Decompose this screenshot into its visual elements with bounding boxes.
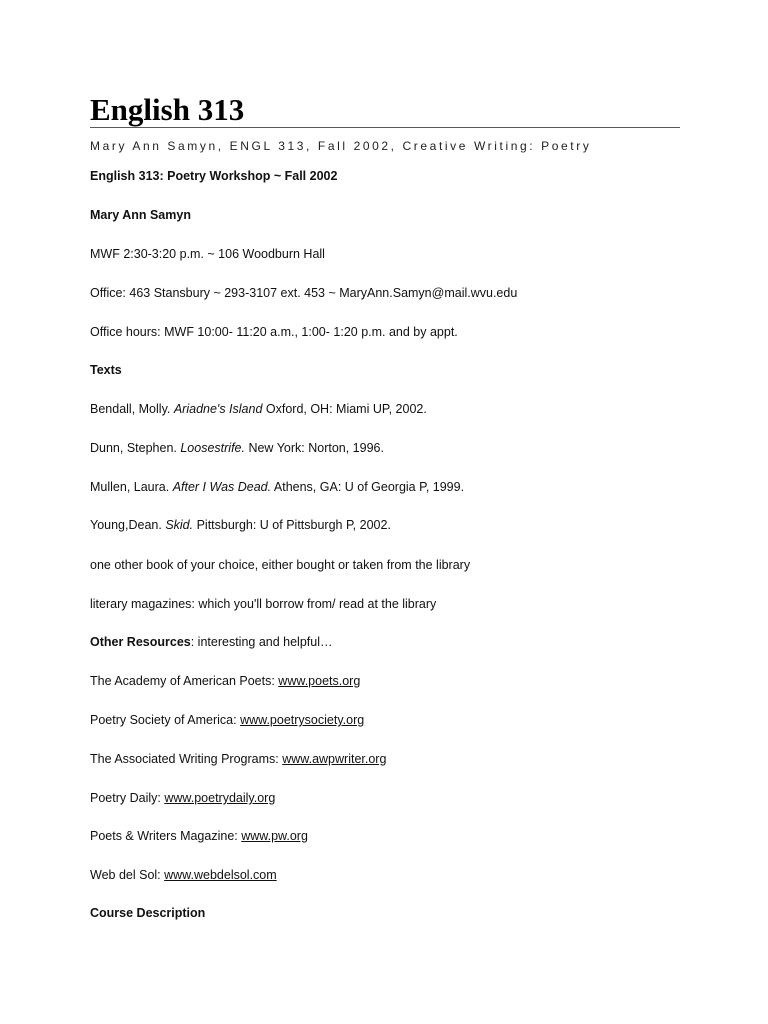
magazines-note: literary magazines: which you'll borrow from/ read at the library — [90, 597, 437, 611]
resource-label: Poetry Daily: — [90, 791, 165, 805]
resource-item — [90, 712, 364, 728]
text-title: After I Was Dead. — [172, 480, 272, 494]
resources-tagline: : interesting and helpful… — [190, 635, 333, 649]
instructor-name: Mary Ann Samyn — [90, 208, 191, 222]
resource-link[interactable]: www.poetrydaily.org — [164, 791, 276, 805]
page-title: English 313 — [90, 92, 245, 127]
texts-heading: Texts — [90, 363, 122, 377]
course-heading: English 313: Poetry Workshop ~ Fall 2002 — [90, 169, 338, 183]
resource-item — [90, 828, 308, 844]
resource-item — [90, 790, 275, 806]
resource-label: The Academy of American Poets: — [90, 674, 279, 688]
resource-item — [90, 867, 277, 883]
resources-heading-line — [90, 634, 333, 650]
text-publication: Pittsburgh: U of Pittsburgh P, 2002. — [193, 518, 391, 532]
resource-label: Poets & Writers Magazine: — [90, 829, 242, 843]
resource-link[interactable]: www.pw.org — [241, 829, 308, 843]
resource-label: The Associated Writing Programs: — [90, 752, 283, 766]
resource-link[interactable]: www.poetrysociety.org — [240, 713, 365, 727]
resource-item — [90, 673, 360, 689]
text-author: Mullen, Laura. — [90, 480, 173, 494]
course-description-heading: Course Description — [90, 906, 206, 920]
resource-label: Web del Sol: — [90, 868, 165, 882]
resource-link[interactable]: www.poets.org — [278, 674, 361, 688]
resource-link[interactable]: www.webdelsol.com — [164, 868, 277, 882]
document-subtitle: Mary Ann Samyn, ENGL 313, Fall 2002, Creative Writing: Poetry — [90, 139, 592, 153]
text-author: Bendall, Molly. — [90, 402, 174, 416]
office-hours: Office hours: MWF 10:00- 11:20 a.m., 1:00- 1:20 p.m. and by appt. — [90, 325, 458, 339]
text-title: Ariadne's Island — [173, 402, 263, 416]
resource-item — [90, 751, 386, 767]
text-title: Loosestrife. — [180, 441, 245, 455]
resource-label: Poetry Society of America: — [90, 713, 241, 727]
resource-link[interactable]: www.awpwriter.org — [282, 752, 387, 766]
other-book-note: one other book of your choice, either bought or taken from the library — [90, 558, 471, 572]
text-title: Skid. — [165, 518, 194, 532]
text-entry — [90, 479, 464, 495]
office-info: Office: 463 Stansbury ~ 293-3107 ext. 453 ~ MaryAnn.Samyn@mail.wvu.edu — [90, 286, 518, 300]
text-entry — [90, 401, 427, 417]
text-entry — [90, 517, 391, 533]
text-publication: Athens, GA: U of Georgia P, 1999. — [271, 480, 465, 494]
resources-heading: Other Resources — [90, 635, 191, 649]
text-entry — [90, 440, 384, 456]
text-author: Dunn, Stephen. — [90, 441, 181, 455]
text-publication: Oxford, OH: Miami UP, 2002. — [262, 402, 427, 416]
title-divider — [90, 127, 680, 128]
text-publication: New York: Norton, 1996. — [244, 441, 384, 455]
text-author: Young,Dean. — [90, 518, 166, 532]
class-schedule: MWF 2:30-3:20 p.m. ~ 106 Woodburn Hall — [90, 247, 325, 261]
